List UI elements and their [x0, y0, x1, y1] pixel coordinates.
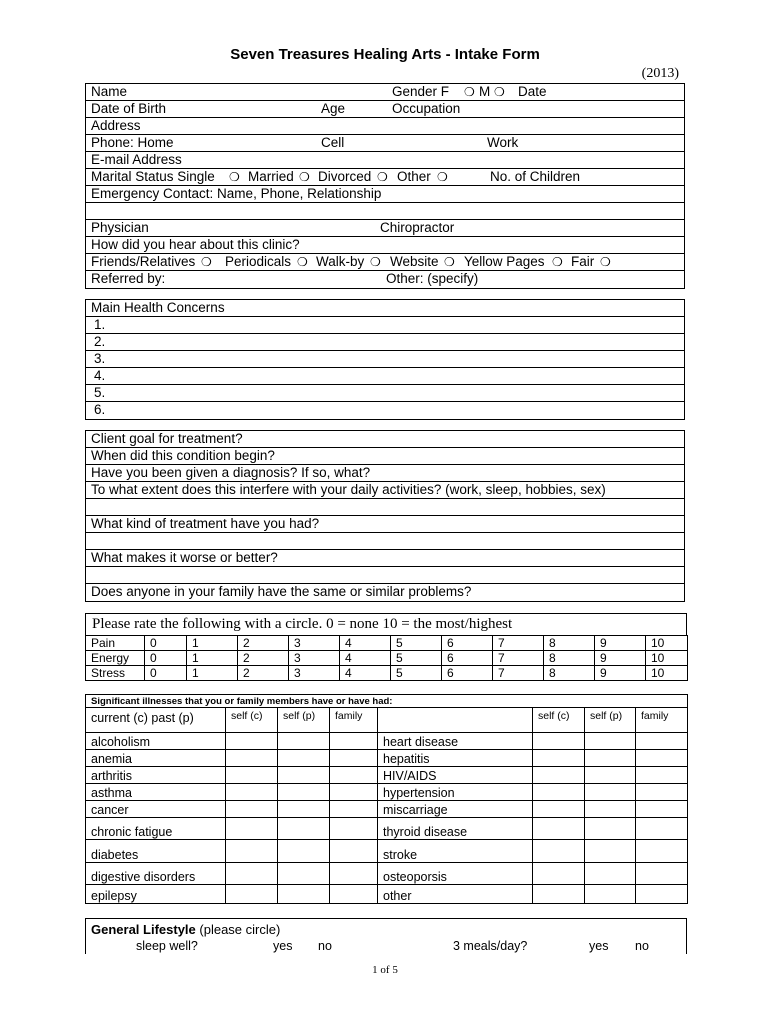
self-p-cell[interactable]: [278, 885, 330, 904]
concern-row: [86, 368, 684, 385]
address-label: Address: [91, 118, 141, 133]
rating-row: [86, 636, 688, 651]
rating-value[interactable]: 1: [187, 636, 238, 651]
illness-name: epilepsy: [86, 885, 226, 904]
illness-name: alcoholism: [86, 733, 226, 750]
rating-value[interactable]: 9: [595, 666, 646, 681]
illness-name: digestive disorders: [86, 863, 226, 885]
other-label: Other: [397, 169, 431, 184]
illness-name: heart disease: [378, 733, 533, 750]
illness-row: [86, 750, 688, 767]
occupation-label: Occupation: [392, 101, 461, 116]
fair-label: Fair: [571, 254, 595, 269]
illness-row: [86, 801, 688, 818]
rating-value[interactable]: 4: [340, 666, 391, 681]
family-cell[interactable]: [330, 885, 378, 904]
concerns-header-row: [86, 300, 684, 317]
illness-name: HIV/AIDS: [378, 767, 533, 784]
self-p-cell[interactable]: [585, 863, 636, 885]
col-self-c: self (c): [226, 708, 278, 733]
illness-name: osteoporsis: [378, 863, 533, 885]
name-label: Name: [91, 84, 128, 99]
self-p-cell[interactable]: [278, 750, 330, 767]
rating-value[interactable]: 10: [646, 636, 688, 651]
rating-value[interactable]: 9: [595, 651, 646, 666]
concern-row: [86, 351, 684, 368]
self-p-cell[interactable]: [585, 840, 636, 863]
hear-label: How did you hear about this clinic?: [91, 237, 300, 252]
illness-header: Significant illnesses that you or family members have or have had:: [86, 695, 688, 708]
rating-value[interactable]: 7: [493, 636, 544, 651]
rating-header: Please rate the following with a circle. 0 = none 10 = the most/highest: [85, 613, 687, 635]
illness-name: miscarriage: [378, 801, 533, 818]
sleep-label: sleep well?: [136, 939, 198, 953]
divorced-radio[interactable]: ❍: [377, 170, 388, 184]
self-p-cell[interactable]: [278, 733, 330, 750]
self-c-cell[interactable]: [226, 840, 278, 863]
rating-value[interactable]: 10: [646, 651, 688, 666]
self-p-cell[interactable]: [278, 818, 330, 840]
form-year: (2013): [641, 66, 679, 81]
self-c-cell[interactable]: [226, 818, 278, 840]
lifestyle-title: General Lifestyle: [91, 922, 196, 937]
illness-name: cancer: [86, 801, 226, 818]
rating-value[interactable]: 4: [340, 636, 391, 651]
illness-name: stroke: [378, 840, 533, 863]
family-cell[interactable]: [330, 750, 378, 767]
illness-row: [86, 840, 688, 863]
family-cell[interactable]: [636, 885, 688, 904]
rating-value[interactable]: 0: [145, 636, 187, 651]
illness-name: arthritis: [86, 767, 226, 784]
rating-value[interactable]: 8: [544, 636, 595, 651]
question-row: [86, 584, 684, 601]
rating-value[interactable]: 5: [391, 666, 442, 681]
row-sources: [86, 254, 684, 271]
illness-name: diabetes: [86, 840, 226, 863]
rating-value[interactable]: 5: [391, 636, 442, 651]
self-p-cell[interactable]: [278, 840, 330, 863]
website-radio[interactable]: ❍: [444, 255, 455, 269]
phone-home-label: Phone: Home: [91, 135, 174, 150]
rating-value[interactable]: 6: [442, 651, 493, 666]
question-text: Client goal for treatment?: [91, 431, 243, 446]
question-text: What kind of treatment have you had?: [91, 516, 320, 531]
row-email: [86, 152, 684, 169]
illness-name: hepatitis: [378, 750, 533, 767]
family-cell[interactable]: [636, 733, 688, 750]
question-row: [86, 516, 684, 533]
yellow-pages-radio[interactable]: ❍: [552, 255, 563, 269]
illness-name: chronic fatigue: [86, 818, 226, 840]
family-cell[interactable]: [330, 733, 378, 750]
row-marital: [86, 169, 684, 186]
self-p-cell[interactable]: [278, 784, 330, 801]
question-text: To what extent does this interfere with your daily activities? (work, sleep, hobbies, sex): [91, 482, 606, 497]
self-c-cell[interactable]: [226, 863, 278, 885]
concern-row: [86, 385, 684, 402]
row-hear: [86, 237, 684, 254]
self-c-cell[interactable]: [533, 863, 585, 885]
lifestyle-subtitle: (please circle): [195, 922, 281, 937]
rating-value[interactable]: 10: [646, 666, 688, 681]
self-c-cell[interactable]: [533, 733, 585, 750]
concerns-header: Main Health Concerns: [91, 300, 225, 315]
rating-value[interactable]: 3: [289, 651, 340, 666]
col-family-right: family: [636, 708, 688, 733]
illness-name: hypertension: [378, 784, 533, 801]
self-c-cell[interactable]: [533, 784, 585, 801]
age-label: Age: [321, 101, 346, 116]
concern-number: 1.: [94, 317, 106, 332]
col-blank: [378, 708, 533, 733]
rating-value[interactable]: 2: [238, 666, 289, 681]
periodicals-radio[interactable]: ❍: [297, 255, 308, 269]
illness-table: [85, 694, 688, 904]
friends-radio[interactable]: ❍: [201, 255, 212, 269]
sleep-no[interactable]: no: [318, 939, 332, 953]
row-address: [86, 118, 684, 135]
walkby-radio[interactable]: ❍: [370, 255, 381, 269]
question-text: Does anyone in your family have the same or similar problems?: [91, 584, 472, 599]
question-text: What makes it worse or better?: [91, 550, 278, 565]
self-c-cell[interactable]: [226, 750, 278, 767]
page-number: 1 of 5: [372, 964, 398, 976]
rating-value[interactable]: 6: [442, 666, 493, 681]
illness-row: [86, 767, 688, 784]
self-c-cell[interactable]: [533, 818, 585, 840]
gender-m-label: M: [479, 84, 491, 99]
answer-row: [86, 533, 684, 550]
walkby-label: Walk-by: [316, 254, 365, 269]
date-label: Date: [518, 84, 547, 99]
family-cell[interactable]: [636, 750, 688, 767]
concern-number: 6.: [94, 402, 106, 417]
family-cell[interactable]: [330, 818, 378, 840]
other-radio[interactable]: ❍: [437, 170, 448, 184]
family-cell[interactable]: [636, 863, 688, 885]
self-c-cell[interactable]: [533, 767, 585, 784]
self-c-cell[interactable]: [533, 801, 585, 818]
divorced-label: Divorced: [318, 169, 372, 184]
family-cell[interactable]: [330, 784, 378, 801]
email-label: E-mail Address: [91, 152, 182, 167]
family-cell[interactable]: [330, 863, 378, 885]
question-row: [86, 448, 684, 465]
questions-section: [85, 430, 685, 602]
lifestyle-heading: [91, 922, 280, 937]
self-p-cell[interactable]: [585, 885, 636, 904]
self-c-cell[interactable]: [226, 733, 278, 750]
family-cell[interactable]: [636, 801, 688, 818]
self-p-cell[interactable]: [585, 801, 636, 818]
rating-value[interactable]: 3: [289, 636, 340, 651]
self-c-cell[interactable]: [226, 885, 278, 904]
self-p-cell[interactable]: [585, 818, 636, 840]
family-cell[interactable]: [636, 840, 688, 863]
row-emergency: [86, 186, 684, 203]
rating-table: [85, 635, 688, 681]
row-blank: [86, 203, 684, 220]
rating-value[interactable]: 0: [145, 666, 187, 681]
referred-label: Referred by:: [91, 271, 166, 286]
rating-value[interactable]: 8: [544, 651, 595, 666]
row-referred: [86, 271, 684, 288]
illness-name: anemia: [86, 750, 226, 767]
illness-row: [86, 784, 688, 801]
meals-no[interactable]: no: [635, 939, 649, 953]
gender-label: Gender F: [392, 84, 450, 99]
concern-row: [86, 317, 684, 334]
website-label: Website: [390, 254, 439, 269]
question-text: Have you been given a diagnosis? If so, what?: [91, 465, 371, 480]
yellow-pages-label: Yellow Pages: [464, 254, 545, 269]
row-phone: [86, 135, 684, 152]
rating-value[interactable]: 2: [238, 651, 289, 666]
friends-label: Friends/Relatives: [91, 254, 196, 269]
family-cell[interactable]: [330, 767, 378, 784]
self-c-cell[interactable]: [533, 840, 585, 863]
family-cell[interactable]: [636, 818, 688, 840]
self-c-cell[interactable]: [226, 784, 278, 801]
question-row: [86, 550, 684, 567]
question-text: When did this condition begin?: [91, 448, 275, 463]
dob-label: Date of Birth: [91, 101, 167, 116]
rating-row: [86, 651, 688, 666]
self-p-cell[interactable]: [278, 801, 330, 818]
family-cell[interactable]: [636, 784, 688, 801]
form-title: Seven Treasures Healing Arts - Intake Form: [230, 46, 540, 63]
marital-label: Marital Status Single: [91, 169, 215, 184]
other-specify-label: Other: (specify): [386, 271, 479, 286]
concern-row: [86, 402, 684, 419]
rating-value[interactable]: 9: [595, 636, 646, 651]
self-c-cell[interactable]: [533, 750, 585, 767]
rating-value[interactable]: 2: [238, 636, 289, 651]
col-self-p: self (p): [278, 708, 330, 733]
children-label: No. of Children: [490, 169, 581, 184]
fair-radio[interactable]: ❍: [600, 255, 611, 269]
rating-label: Energy: [86, 651, 145, 666]
rating-label: Stress: [86, 666, 145, 681]
single-radio[interactable]: ❍: [229, 170, 240, 184]
self-p-cell[interactable]: [585, 767, 636, 784]
personal-info-section: [85, 83, 685, 289]
illness-name: thyroid disease: [378, 818, 533, 840]
self-p-cell[interactable]: [278, 767, 330, 784]
concern-number: 4.: [94, 368, 106, 383]
self-p-cell[interactable]: [585, 733, 636, 750]
self-p-cell[interactable]: [585, 750, 636, 767]
gender-m-radio[interactable]: ❍: [494, 85, 505, 99]
rating-value[interactable]: 3: [289, 666, 340, 681]
lifestyle-section: [85, 918, 687, 954]
row-name: [86, 84, 684, 101]
cell-label: Cell: [321, 135, 345, 150]
illness-row: [86, 885, 688, 904]
self-p-cell[interactable]: [585, 784, 636, 801]
rating-value[interactable]: 8: [544, 666, 595, 681]
rating-label: Pain: [86, 636, 145, 651]
col-family: family: [330, 708, 378, 733]
concern-number: 5.: [94, 385, 106, 400]
illness-name: other: [378, 885, 533, 904]
col-self-c-right: self (c): [533, 708, 585, 733]
self-p-cell[interactable]: [278, 863, 330, 885]
rating-value[interactable]: 5: [391, 651, 442, 666]
question-row: [86, 465, 684, 482]
physician-label: Physician: [91, 220, 149, 235]
family-cell[interactable]: [330, 840, 378, 863]
rating-value[interactable]: 7: [493, 651, 544, 666]
rating-value[interactable]: 6: [442, 636, 493, 651]
row-dob: [86, 101, 684, 118]
illness-row: [86, 863, 688, 885]
emergency-label: Emergency Contact: Name, Phone, Relationship: [91, 186, 382, 201]
concern-row: [86, 334, 684, 351]
periodicals-label: Periodicals: [225, 254, 292, 269]
sleep-yes[interactable]: yes: [273, 939, 293, 953]
work-label: Work: [487, 135, 519, 150]
answer-row: [86, 567, 684, 584]
married-radio[interactable]: ❍: [299, 170, 310, 184]
illness-row: [86, 818, 688, 840]
question-row: [86, 431, 684, 448]
health-concerns-section: [85, 299, 685, 420]
meals-label: 3 meals/day?: [453, 939, 528, 953]
married-label: Married: [248, 169, 294, 184]
family-cell[interactable]: [636, 767, 688, 784]
chiropractor-label: Chiropractor: [380, 220, 455, 235]
illness-name: asthma: [86, 784, 226, 801]
gender-f-radio[interactable]: ❍: [464, 85, 475, 99]
self-c-cell[interactable]: [533, 885, 585, 904]
rating-value[interactable]: 4: [340, 651, 391, 666]
rating-value[interactable]: 1: [187, 651, 238, 666]
family-cell[interactable]: [330, 801, 378, 818]
meals-yes[interactable]: yes: [589, 939, 609, 953]
concern-number: 2.: [94, 334, 106, 349]
rating-value[interactable]: 1: [187, 666, 238, 681]
self-c-cell[interactable]: [226, 801, 278, 818]
illness-col-title: current (c) past (p): [86, 708, 226, 733]
col-self-p-right: self (p): [585, 708, 636, 733]
question-row: [86, 482, 684, 499]
rating-row: [86, 666, 688, 681]
rating-value[interactable]: 0: [145, 651, 187, 666]
answer-row: [86, 499, 684, 516]
illness-row: [86, 733, 688, 750]
concern-number: 3.: [94, 351, 106, 366]
rating-value[interactable]: 7: [493, 666, 544, 681]
row-physician: [86, 220, 684, 237]
self-c-cell[interactable]: [226, 767, 278, 784]
